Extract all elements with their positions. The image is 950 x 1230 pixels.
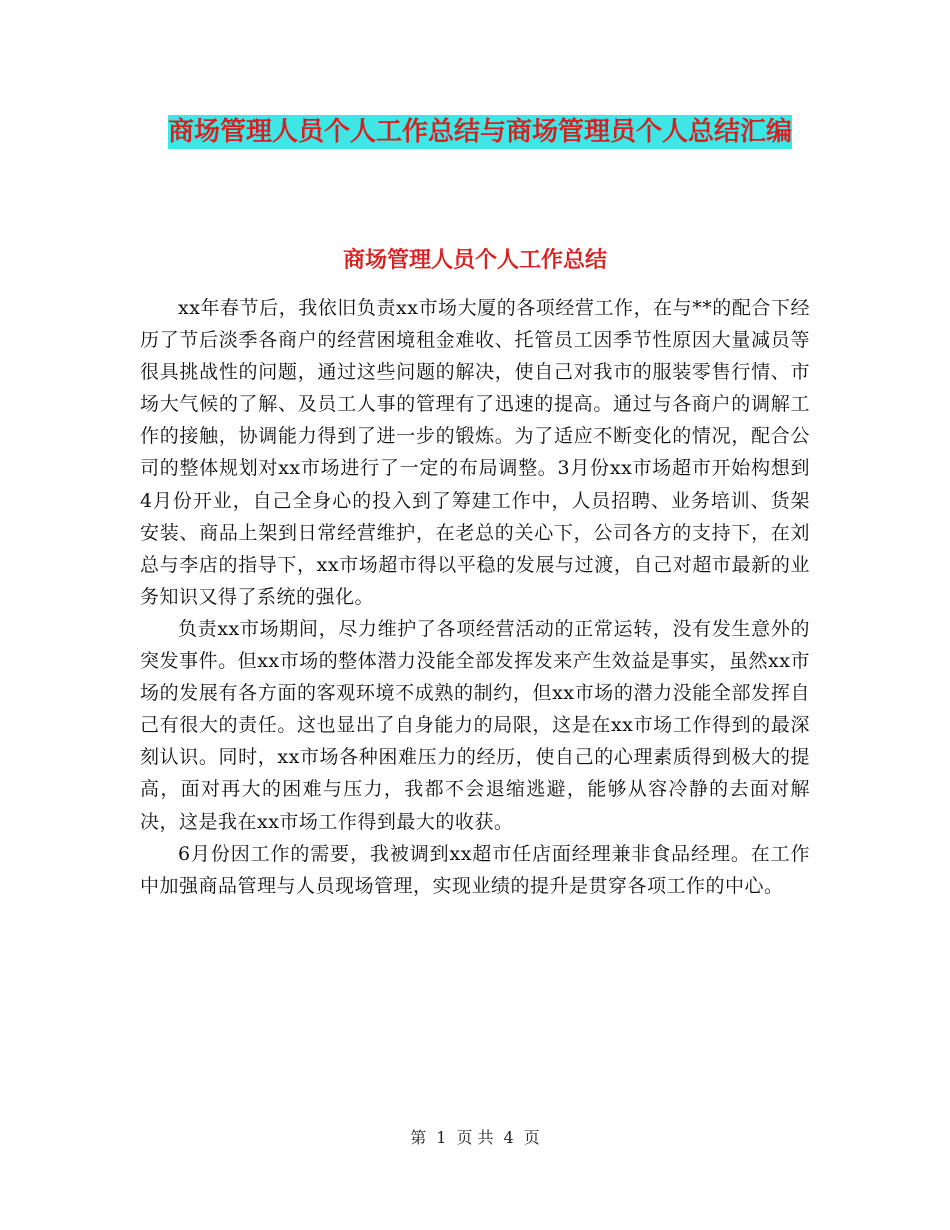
paragraph-3: 6月份因工作的需要，我被调到xx超市任店面经理兼非食品经理。在工作中加强商品管理与人员现场管理，实现业绩的提升是贯穿各项工作的中心。 [140,842,810,897]
document-title [150,108,810,156]
paragraph-1: xx年春节后，我依旧负责xx市场大厦的各项经营工作，在与**的配合下经历了节后淡季各商户的经营困境租金难收、托管员工因季节性原因大量减员等很具挑战性的问题，通过这些问题的解决，使自己对我市的服装零售行情、市场大气候的了解、及员工人事的管理有了迅速的提高。通过与各商户的调解工作的接触，协调能力得到了进一步的锻炼。为了适应不断变化的情况，配合公司的整体规划对xx市场进行了一定的布局调整。3月份xx市场超市开始构想到4月份开业，自己全身心的投入到了筹建工作中，人员招聘、业务培训、货架安装、商品上架到日常经营维护，在老总的关心下，公司各方的支持下，在刘总与李店的指导下，xx市场超市得以平稳的发展与过渡，自己对超市最新的业务知识又得了系统的强化。 [140,297,810,608]
section-title: 商场管理人员个人工作总结 [342,247,607,273]
paragraph-2: 负责xx市场期间，尽力维护了各项经营活动的正常运转，没有发生意外的突发事件。但xx市场的整体潜力没能全部发挥发来产生效益是事实，虽然xx市场的发展有各方面的客观环境不成熟的制约，但xx市场的潜力没能全部发挥自己有很大的责任。这也显出了自身能力的局限，这是在xx市场工作得到的最深刻认识。同时，xx市场各种困难压力的经历，使自己的心理素质得到极大的提高，面对再大的困难与压力，我都不会退缩逃避，能够从容冷静的去面对解决，这是我在xx市场工作得到最大的收获。 [140,617,810,833]
footer-page-number: 1 [436,1128,447,1147]
footer-total-pages: 4 [503,1128,514,1147]
document-title-highlight: 商场管理人员个人工作总结与商场管理员个人总结汇编 [167,117,792,147]
footer-suffix: 页 [523,1128,540,1147]
document-body [140,292,810,902]
footer-mid: 页 共 [456,1128,494,1147]
footer-prefix: 第 [410,1128,427,1147]
page-footer [0,1126,950,1150]
